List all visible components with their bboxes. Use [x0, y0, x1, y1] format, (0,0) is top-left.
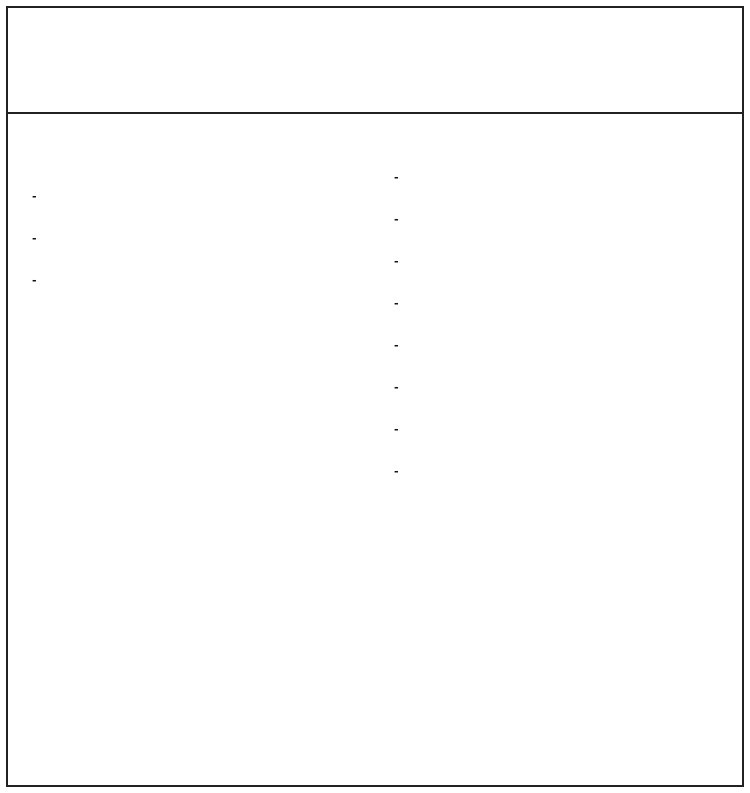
school-address — [432, 355, 734, 374]
list-marker: - — [32, 274, 37, 287]
school-name — [70, 187, 370, 206]
school-name — [432, 336, 734, 355]
school-address — [432, 439, 734, 458]
school-address — [432, 187, 734, 206]
school-address — [432, 481, 734, 500]
list-marker: - — [394, 297, 399, 310]
school-name — [432, 462, 734, 481]
school-name — [432, 378, 734, 397]
school-entry — [380, 294, 734, 332]
school-name — [432, 294, 734, 313]
school-name — [432, 420, 734, 439]
school-address — [432, 397, 734, 416]
dateline — [18, 122, 370, 141]
list-marker: - — [394, 423, 399, 436]
school-address — [432, 271, 734, 290]
school-address — [70, 248, 370, 267]
list-marker: - — [394, 339, 399, 352]
school-entry — [380, 168, 734, 206]
list-marker: - — [394, 381, 399, 394]
list-marker: - — [394, 255, 399, 268]
list-marker: - — [32, 232, 37, 245]
school-name — [432, 126, 734, 145]
school-name — [70, 271, 370, 290]
school-name — [432, 210, 734, 229]
school-address — [432, 229, 734, 248]
announcement-header — [8, 8, 742, 112]
school-entry — [380, 420, 734, 458]
right-column — [380, 122, 734, 782]
school-address — [70, 206, 370, 225]
school-address — [432, 313, 734, 332]
school-entry — [18, 187, 370, 225]
school-entry — [380, 462, 734, 500]
school-address — [432, 145, 734, 164]
school-entry — [380, 126, 734, 164]
paragraph-1 — [18, 143, 370, 162]
left-column — [18, 122, 370, 782]
school-entry — [380, 210, 734, 248]
school-address — [70, 290, 370, 309]
school-entry — [380, 336, 734, 374]
list-marker: - — [394, 171, 399, 184]
school-name — [70, 229, 370, 248]
school-entry — [380, 378, 734, 416]
header-divider — [8, 112, 742, 114]
list-marker: - — [32, 190, 37, 203]
school-entry — [18, 271, 370, 309]
announcement-frame — [6, 6, 744, 787]
school-name — [432, 252, 734, 271]
paragraph-2 — [18, 164, 370, 183]
list-marker: - — [394, 213, 399, 226]
school-entry — [18, 229, 370, 267]
school-entry — [380, 252, 734, 290]
school-name — [432, 168, 734, 187]
list-marker: - — [394, 465, 399, 478]
